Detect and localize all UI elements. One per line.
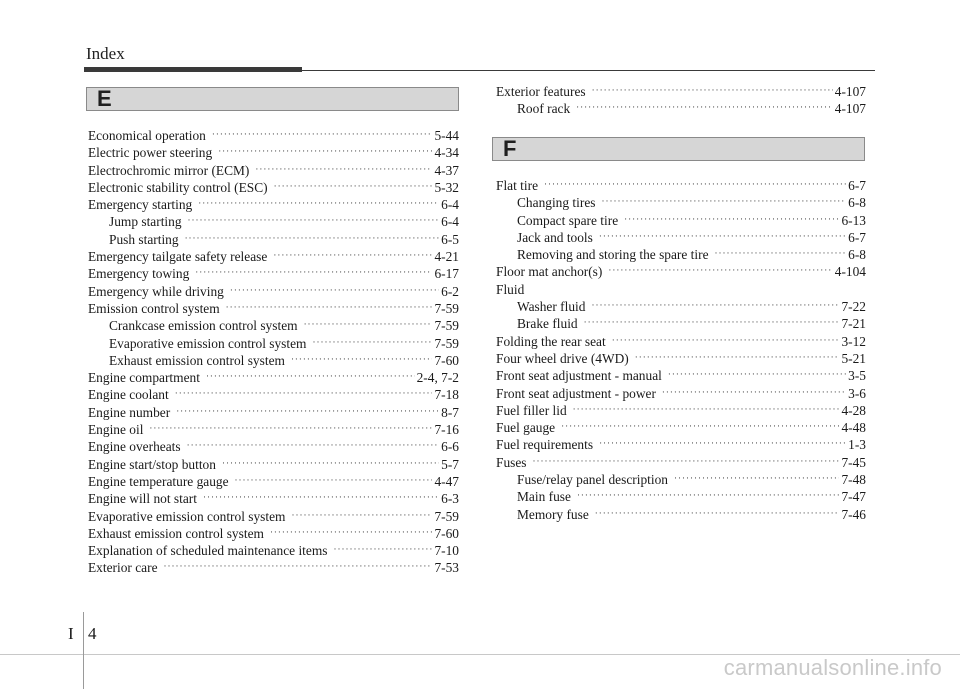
section-header-e bbox=[86, 87, 459, 111]
index-entry-page: 8-7 bbox=[441, 404, 459, 420]
index-entry bbox=[496, 83, 866, 100]
index-entry-page: 4-107 bbox=[834, 84, 866, 99]
index-entry-label: Washer fluid bbox=[517, 299, 586, 315]
dot-leader bbox=[674, 470, 839, 487]
dot-leader bbox=[274, 178, 433, 195]
dot-leader bbox=[291, 507, 432, 524]
index-entry bbox=[88, 127, 459, 144]
dot-leader bbox=[662, 384, 846, 401]
index-entry bbox=[88, 421, 459, 438]
dot-leader bbox=[584, 314, 840, 331]
index-entry-label: Engine coolant bbox=[88, 387, 169, 403]
dot-leader bbox=[270, 524, 433, 541]
index-entry bbox=[88, 300, 459, 317]
index-entry-page: 6-8 bbox=[848, 195, 866, 211]
index-entry-label: Fluid bbox=[496, 281, 525, 297]
footer-section-label: I bbox=[68, 624, 74, 643]
index-entry bbox=[88, 283, 459, 300]
dot-leader bbox=[601, 193, 846, 210]
dot-leader bbox=[577, 487, 840, 504]
index-entry bbox=[496, 333, 866, 350]
dot-leader bbox=[164, 558, 433, 575]
dot-leader bbox=[175, 385, 433, 402]
dot-leader bbox=[533, 453, 840, 470]
index-entry-page: 7-59 bbox=[434, 508, 459, 524]
dot-leader bbox=[573, 401, 840, 418]
index-entry-label: Engine overheats bbox=[88, 439, 181, 455]
index-entry-page: 6-8 bbox=[848, 247, 866, 263]
index-entry-page: 7-53 bbox=[434, 560, 459, 576]
index-entry bbox=[88, 144, 459, 161]
index-entry bbox=[496, 281, 866, 298]
index-entry-page: 6-7 bbox=[848, 178, 866, 193]
index-entry bbox=[88, 473, 459, 490]
index-entry-label: Economical operation bbox=[88, 128, 206, 143]
index-entry-label: Electronic stability control (ESC) bbox=[88, 179, 268, 195]
dot-leader bbox=[635, 349, 840, 366]
section-letter-f: F bbox=[503, 136, 517, 161]
index-entry-page: 6-4 bbox=[441, 197, 459, 213]
index-entry-label: Compact spare tire bbox=[517, 212, 619, 228]
index-entry-label: Emergency tailgate safety release bbox=[88, 249, 268, 265]
index-entry-label: Removing and storing the spare tire bbox=[517, 247, 709, 263]
index-entry bbox=[88, 542, 459, 559]
dot-leader bbox=[624, 211, 839, 228]
index-entry-page: 7-59 bbox=[434, 300, 459, 316]
index-entry-page: 4-37 bbox=[434, 162, 459, 178]
index-entry-label: Push starting bbox=[109, 231, 179, 247]
index-entry bbox=[88, 438, 459, 455]
index-entry-label: Evaporative emission control system bbox=[88, 508, 286, 524]
index-entry-page: 7-59 bbox=[434, 335, 459, 351]
index-entry-label: Memory fuse bbox=[517, 506, 589, 522]
dot-leader bbox=[544, 176, 846, 193]
index-entry bbox=[496, 263, 866, 280]
dot-leader bbox=[576, 99, 833, 116]
index-entry-label: Engine number bbox=[88, 404, 171, 420]
index-entry-label: Engine will not start bbox=[88, 491, 197, 507]
dot-leader bbox=[273, 247, 432, 264]
index-entry-page: 5-7 bbox=[441, 456, 459, 472]
footer-page-number: 4 bbox=[88, 624, 97, 643]
index-entry-label: Engine temperature gauge bbox=[88, 473, 229, 489]
dot-leader bbox=[195, 264, 432, 281]
dot-leader bbox=[212, 126, 433, 143]
index-entry-page: 4-104 bbox=[834, 264, 866, 280]
index-entry-page: 3-6 bbox=[848, 385, 866, 401]
dot-leader bbox=[599, 435, 846, 452]
dot-leader bbox=[612, 332, 840, 349]
index-entry-page: 6-17 bbox=[434, 266, 459, 282]
index-entry-label: Four wheel drive (4WD) bbox=[496, 350, 629, 366]
index-entry-page: 6-4 bbox=[441, 214, 459, 230]
index-entry-page: 6-3 bbox=[441, 491, 459, 507]
index-entry bbox=[496, 488, 866, 505]
index-entry-label: Emission control system bbox=[88, 300, 220, 316]
dot-leader bbox=[333, 541, 432, 558]
index-entry bbox=[88, 162, 459, 179]
index-entry bbox=[88, 317, 459, 334]
index-entry-page: 7-59 bbox=[434, 318, 459, 334]
index-entry bbox=[88, 525, 459, 542]
dot-leader bbox=[312, 334, 432, 351]
dot-leader bbox=[591, 297, 839, 314]
dot-leader bbox=[222, 455, 439, 472]
dot-leader bbox=[188, 212, 440, 229]
index-entry-page: 6-6 bbox=[441, 439, 459, 455]
footer-divider bbox=[83, 612, 84, 689]
index-entry-page: 2-4, 7-2 bbox=[416, 370, 459, 386]
index-column-left bbox=[88, 127, 459, 577]
index-entry bbox=[496, 454, 866, 471]
index-entry bbox=[88, 335, 459, 352]
index-entry-label: Explanation of scheduled maintenance items bbox=[88, 543, 328, 559]
index-column-right-f bbox=[496, 177, 866, 523]
index-entry-label: Fuel gauge bbox=[496, 420, 556, 436]
index-entry bbox=[496, 229, 866, 246]
dot-leader bbox=[304, 316, 433, 333]
index-entry-label: Jump starting bbox=[109, 214, 182, 230]
index-entry bbox=[88, 248, 459, 265]
index-entry-label: Exterior features bbox=[496, 84, 586, 99]
index-entry-label: Emergency while driving bbox=[88, 283, 224, 299]
index-entry-label: Folding the rear seat bbox=[496, 333, 606, 349]
index-entry-page: 3-5 bbox=[848, 368, 866, 384]
index-entry bbox=[496, 177, 866, 194]
index-entry-label: Roof rack bbox=[517, 101, 571, 117]
index-entry bbox=[496, 194, 866, 211]
index-entry-page: 7-22 bbox=[841, 299, 866, 315]
index-entry-label: Exhaust emission control system bbox=[88, 525, 264, 541]
index-entry bbox=[496, 506, 866, 523]
index-entry bbox=[88, 196, 459, 213]
dot-leader bbox=[226, 299, 433, 316]
index-entry-label: Front seat adjustment - power bbox=[496, 385, 656, 401]
index-entry-label: Exterior care bbox=[88, 560, 158, 576]
index-entry-label: Fuel filler lid bbox=[496, 402, 567, 418]
index-entry-label: Engine start/stop button bbox=[88, 456, 216, 472]
dot-leader bbox=[599, 228, 846, 245]
index-entry-page: 7-45 bbox=[841, 454, 866, 470]
index-entry-label: Evaporative emission control system bbox=[109, 335, 307, 351]
dot-leader bbox=[595, 505, 840, 522]
index-entry-label: Engine oil bbox=[88, 422, 144, 438]
index-entry-page: 4-47 bbox=[434, 473, 459, 489]
index-entry-label: Main fuse bbox=[517, 489, 571, 505]
index-entry-label: Jack and tools bbox=[517, 229, 593, 245]
index-entry-label: Exhaust emission control system bbox=[109, 352, 285, 368]
dot-leader bbox=[203, 489, 439, 506]
index-entry bbox=[496, 385, 866, 402]
index-entry bbox=[88, 404, 459, 421]
index-entry-page: 7-60 bbox=[434, 352, 459, 368]
dot-leader bbox=[198, 195, 439, 212]
index-entry bbox=[496, 471, 866, 488]
dot-leader bbox=[176, 403, 439, 420]
index-entry-page: 4-48 bbox=[841, 420, 866, 436]
index-entry-page: 7-60 bbox=[434, 525, 459, 541]
dot-leader bbox=[715, 245, 847, 262]
index-entry bbox=[88, 490, 459, 507]
index-entry-page: 3-12 bbox=[841, 333, 866, 349]
section-letter-e: E bbox=[97, 86, 112, 111]
index-entry bbox=[496, 436, 866, 453]
index-entry-page: 4-21 bbox=[434, 249, 459, 265]
index-entry bbox=[88, 352, 459, 369]
index-entry-page: 4-28 bbox=[841, 402, 866, 418]
index-entry-page: 4-107 bbox=[834, 101, 866, 117]
index-entry-page: 1-3 bbox=[848, 437, 866, 453]
dot-leader bbox=[592, 82, 833, 99]
header-rule-thick bbox=[84, 67, 302, 72]
index-entry-page: 7-47 bbox=[841, 489, 866, 505]
index-entry bbox=[88, 265, 459, 282]
index-entry-page: 7-10 bbox=[434, 543, 459, 559]
index-entry-label: Fuel requirements bbox=[496, 437, 594, 453]
index-entry bbox=[88, 508, 459, 525]
index-entry-label: Emergency towing bbox=[88, 266, 190, 282]
dot-leader bbox=[218, 143, 432, 160]
index-entry bbox=[88, 456, 459, 473]
index-entry-page: 4-34 bbox=[434, 145, 459, 161]
index-entry-label: Flat tire bbox=[496, 178, 539, 193]
index-entry-label: Electric power steering bbox=[88, 145, 213, 161]
index-entry-page: 6-2 bbox=[441, 283, 459, 299]
section-header-f bbox=[492, 137, 865, 161]
dot-leader bbox=[291, 351, 433, 368]
dot-leader bbox=[230, 282, 439, 299]
index-entry bbox=[88, 369, 459, 386]
dot-leader bbox=[185, 230, 440, 247]
index-entry-label: Floor mat anchor(s) bbox=[496, 264, 603, 280]
dot-leader bbox=[561, 418, 839, 435]
dot-leader bbox=[608, 262, 832, 279]
index-entry bbox=[496, 246, 866, 263]
index-entry-page: 7-46 bbox=[841, 506, 866, 522]
index-entry bbox=[496, 212, 866, 229]
index-entry-page: 6-5 bbox=[441, 231, 459, 247]
index-entry-page: 5-32 bbox=[434, 179, 459, 195]
index-entry-label: Crankcase emission control system bbox=[109, 318, 298, 334]
index-entry bbox=[496, 402, 866, 419]
dot-leader bbox=[255, 161, 432, 178]
dot-leader bbox=[206, 368, 415, 385]
index-entry-label: Brake fluid bbox=[517, 316, 578, 332]
index-entry-label: Engine compartment bbox=[88, 370, 200, 386]
index-entry-label: Emergency starting bbox=[88, 197, 193, 213]
index-entry-label: Electrochromic mirror (ECM) bbox=[88, 162, 250, 178]
index-entry-page: 7-21 bbox=[841, 316, 866, 332]
dot-leader bbox=[149, 420, 432, 437]
index-entry bbox=[496, 100, 866, 117]
index-entry bbox=[496, 367, 866, 384]
index-entry-label: Changing tires bbox=[517, 195, 596, 211]
index-entry bbox=[88, 213, 459, 230]
index-entry-page: 7-48 bbox=[841, 472, 866, 488]
dot-leader bbox=[187, 437, 440, 454]
index-entry bbox=[88, 386, 459, 403]
index-entry bbox=[496, 298, 866, 315]
dot-leader bbox=[668, 366, 846, 383]
index-entry bbox=[496, 419, 866, 436]
index-entry-page: 6-13 bbox=[841, 212, 866, 228]
page-title: Index bbox=[86, 44, 125, 63]
index-entry-page: 6-7 bbox=[848, 229, 866, 245]
index-entry-page: 5-21 bbox=[841, 350, 866, 366]
index-entry-page: 7-16 bbox=[434, 422, 459, 438]
index-entry bbox=[496, 350, 866, 367]
index-entry bbox=[88, 179, 459, 196]
index-entry bbox=[88, 559, 459, 576]
index-entry bbox=[496, 315, 866, 332]
index-column-right-e bbox=[496, 83, 866, 118]
watermark: carmanualsonline.info bbox=[723, 655, 942, 680]
dot-leader bbox=[235, 472, 433, 489]
header-rule-thin bbox=[302, 70, 875, 71]
index-entry-page: 7-18 bbox=[434, 387, 459, 403]
index-entry-label: Fuses bbox=[496, 454, 527, 470]
index-entry-label: Fuse/relay panel description bbox=[517, 472, 668, 488]
index-entry-label: Front seat adjustment - manual bbox=[496, 368, 662, 384]
index-entry bbox=[88, 231, 459, 248]
index-entry-page: 5-44 bbox=[434, 128, 459, 143]
